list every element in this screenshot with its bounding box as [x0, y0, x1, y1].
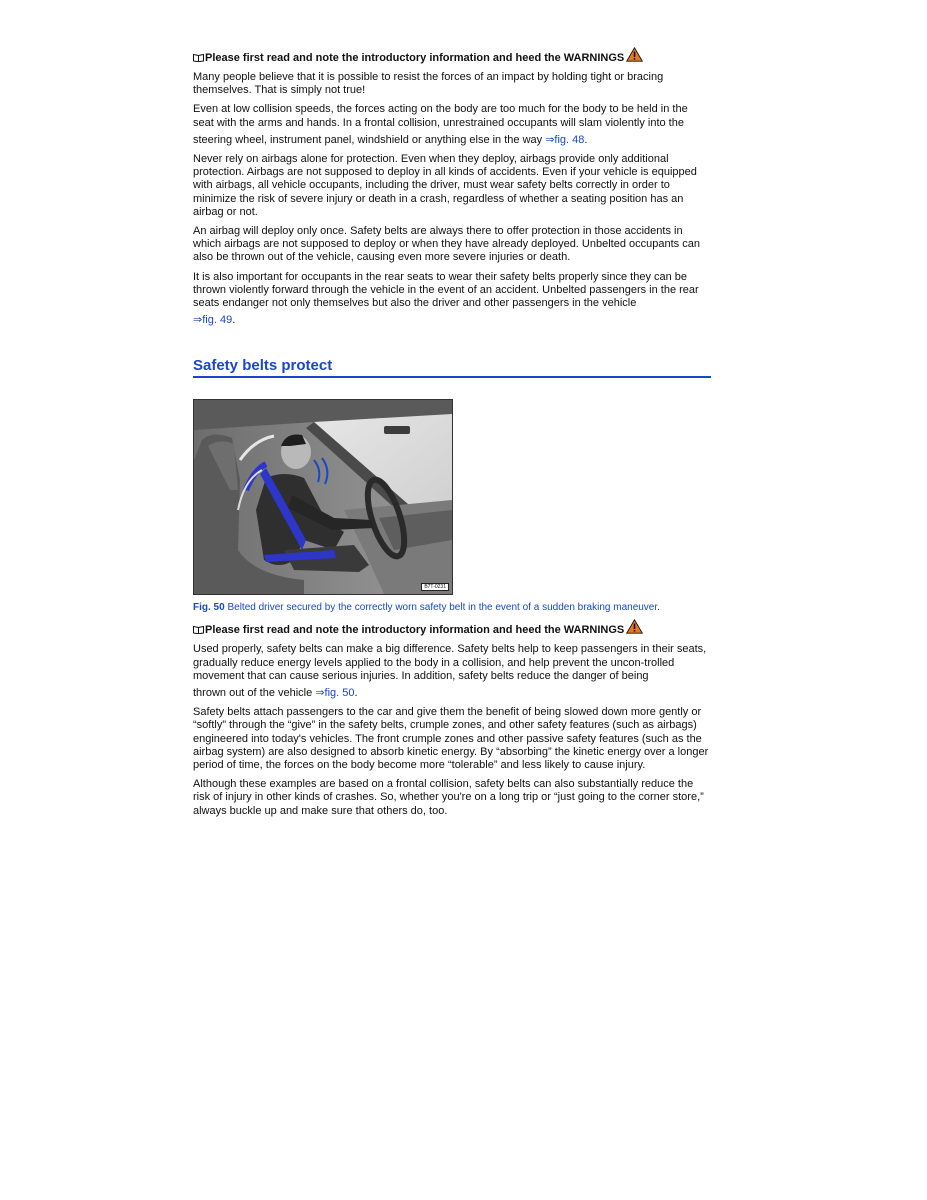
paragraph: Even at low collision speeds, the forces acting on the body are too much for the body to be held in the seat with the arms and hands. In a frontal collision, unrestrained occupants will slam violently into the steering wheel, instrument panel, windshield or anything else in the way ⇒fig. 48. [193, 103, 688, 146]
paragraph: Many people believe that it is possible to resist the forces of an impact by holding tight or bracing themselves. That is simply not true! [193, 71, 664, 97]
figure-50 [193, 399, 453, 595]
intro-note-text: Please first read and note the introductory information and heed the WARNINGS [205, 623, 625, 636]
intro-note [193, 50, 711, 65]
intro-note [193, 622, 711, 637]
paragraph: Never rely on airbags alone for protection. Even when they deploy, airbags provide only additional protection. Airbags are not supposed to deploy in all kinds of accidents. Even if your vehicle is equipped with airbags, all vehicle occupants, including the driver, must wear safety belts correctly in order to minimize the risk of severe injury or death in a crash, regardless of whether a seating position has an airbag or not. [193, 153, 697, 218]
paragraph: Although these examples are based on a frontal collision, safety belts can also substantially reduce the risk of injury in other kinds of crashes. So, whether you're on a long trip or “just going to the corner store,” always buckle up and make sure that others do, too. [193, 778, 704, 817]
fig-49-link[interactable]: ⇒fig. 49 [193, 314, 233, 327]
paragraph: It is also important for occupants in the rear seats to wear their safety belts properly since they can be thrown violently forward through the vehicle in the event of an accident. Unbelted passengers in the rear seats endanger not only themselves but also the driver and other passengers in the vehicle ⇒fig. 49. [193, 270, 699, 327]
book-icon [193, 53, 204, 62]
book-icon [193, 625, 204, 634]
fig-50-link[interactable]: ⇒fig. 50 [315, 687, 355, 700]
figure-caption [193, 601, 711, 614]
fig-48-link[interactable]: ⇒fig. 48 [545, 133, 585, 146]
figure-code: B7T-0231 [421, 583, 449, 591]
figure-label: Fig. 50 [193, 602, 225, 614]
warning-icon[interactable] [626, 619, 643, 634]
page-content [193, 50, 711, 824]
intro-note-text: Please first read and note the introductory information and heed the WARNINGS [205, 51, 625, 64]
section-title: Safety belts protect [193, 357, 711, 378]
driver-illustration [194, 400, 452, 594]
warning-icon[interactable] [626, 47, 643, 62]
figure-caption-text: Belted driver secured by the correctly worn safety belt in the event of a sudden braking maneuver. [227, 602, 660, 614]
paragraph: Safety belts attach passengers to the car and give them the benefit of being slowed down more gently or “softly” through the “give” in the safety belts, crumple zones, and other safety features (such as airbags) engineered into today's vehicles. The front crumple zones and other passive safety features (such as the airbag system) are also designed to absorb kinetic energy. By “absorbing” the kinetic energy over a longer period of time, the forces on the body become more “tolerable” and less likely to cause injury. [193, 706, 709, 772]
paragraph: Used properly, safety belts can make a big difference. Safety belts help to keep passengers in their seats, gradually reduce energy levels applied to the body in a collision, and help prevent the uncon-trolled movement that can cause serious injuries. In addition, safety belts reduce the danger of being thrown out of the vehicle ⇒fig. 50. [193, 643, 707, 700]
paragraph: An airbag will deploy only once. Safety belts are always there to offer protection in those accidents in which airbags are not supposed to deploy or when they have already deployed. Unbelted occupants can also be thrown out of the vehicle, causing even more severe injuries or death. [193, 225, 700, 264]
